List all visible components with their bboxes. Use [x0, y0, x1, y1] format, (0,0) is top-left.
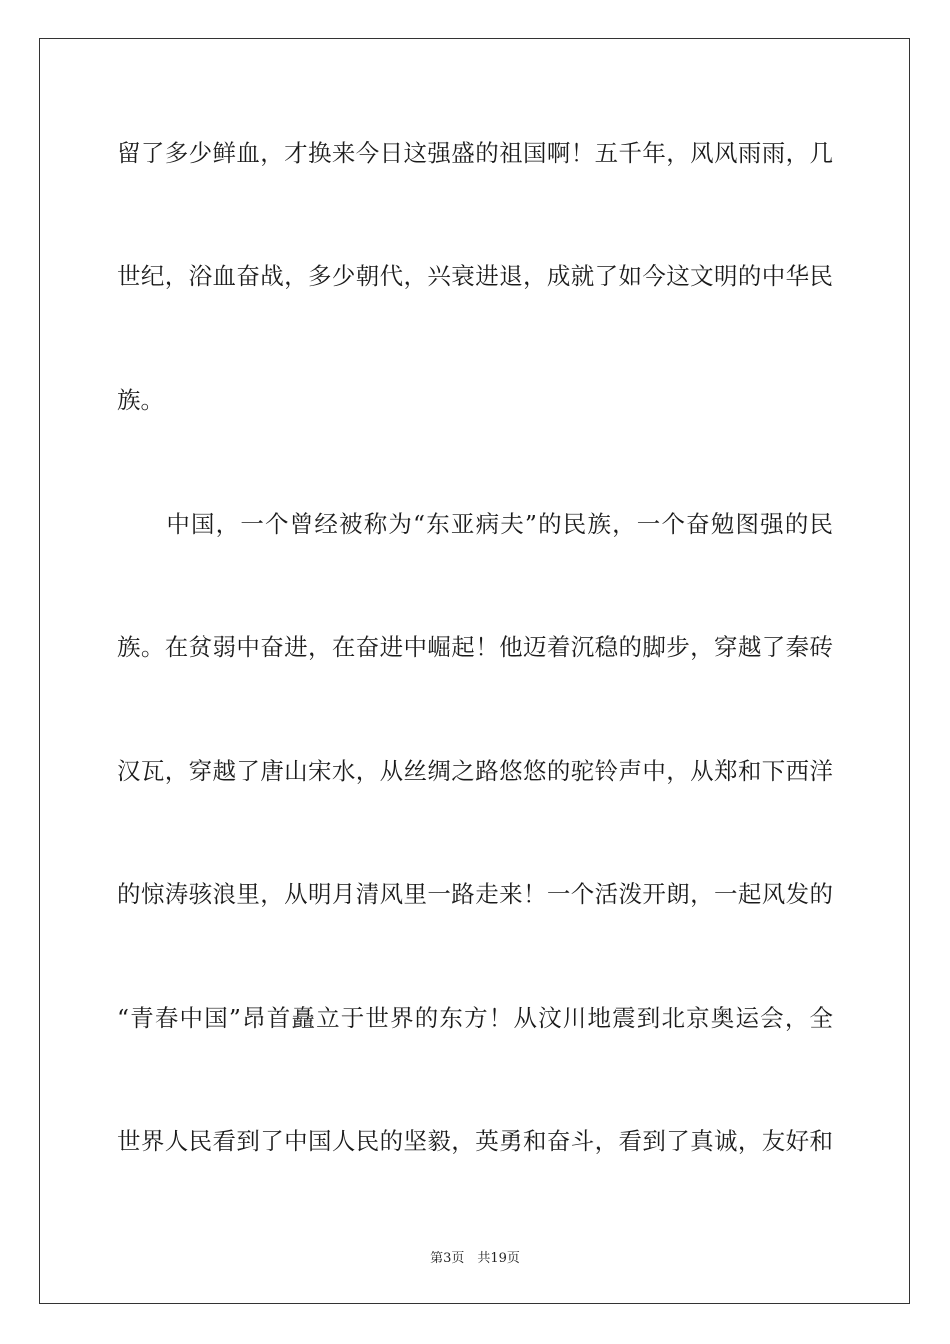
page-border	[39, 38, 910, 1304]
text-line-5: 族。在贫弱中奋进，在奋进中崛起！他迈着沉稳的脚步，穿越了秦砖	[117, 633, 833, 661]
text-line-1: 留了多少鲜血，才换来今日这强盛的祖国啊！五千年，风风雨雨，几	[117, 139, 833, 167]
text-line-8: “青春中国”昂首矗立于世界的东方！从汶川地震到北京奥运会，全	[117, 1004, 833, 1032]
text-line-7: 的惊涛骇浪里，从明月清风里一路走来！一个活泼开朗，一起风发的	[117, 880, 833, 908]
text-line-4: 中国，一个曾经被称为“东亚病夫”的民族，一个奋勉图强的民	[117, 510, 833, 538]
text-line-9: 世界人民看到了中国人民的坚毅，英勇和奋斗，看到了真诚，友好和	[117, 1127, 833, 1155]
page-number-footer: 第3页 共19页	[430, 1251, 520, 1266]
text-line-6: 汉瓦，穿越了唐山宋水，从丝绸之路悠悠的驼铃声中，从郑和下西洋	[117, 757, 833, 785]
text-line-3: 族。	[117, 386, 164, 414]
text-line-2: 世纪，浴血奋战，多少朝代，兴衰进退，成就了如今这文明的中华民	[117, 262, 833, 290]
